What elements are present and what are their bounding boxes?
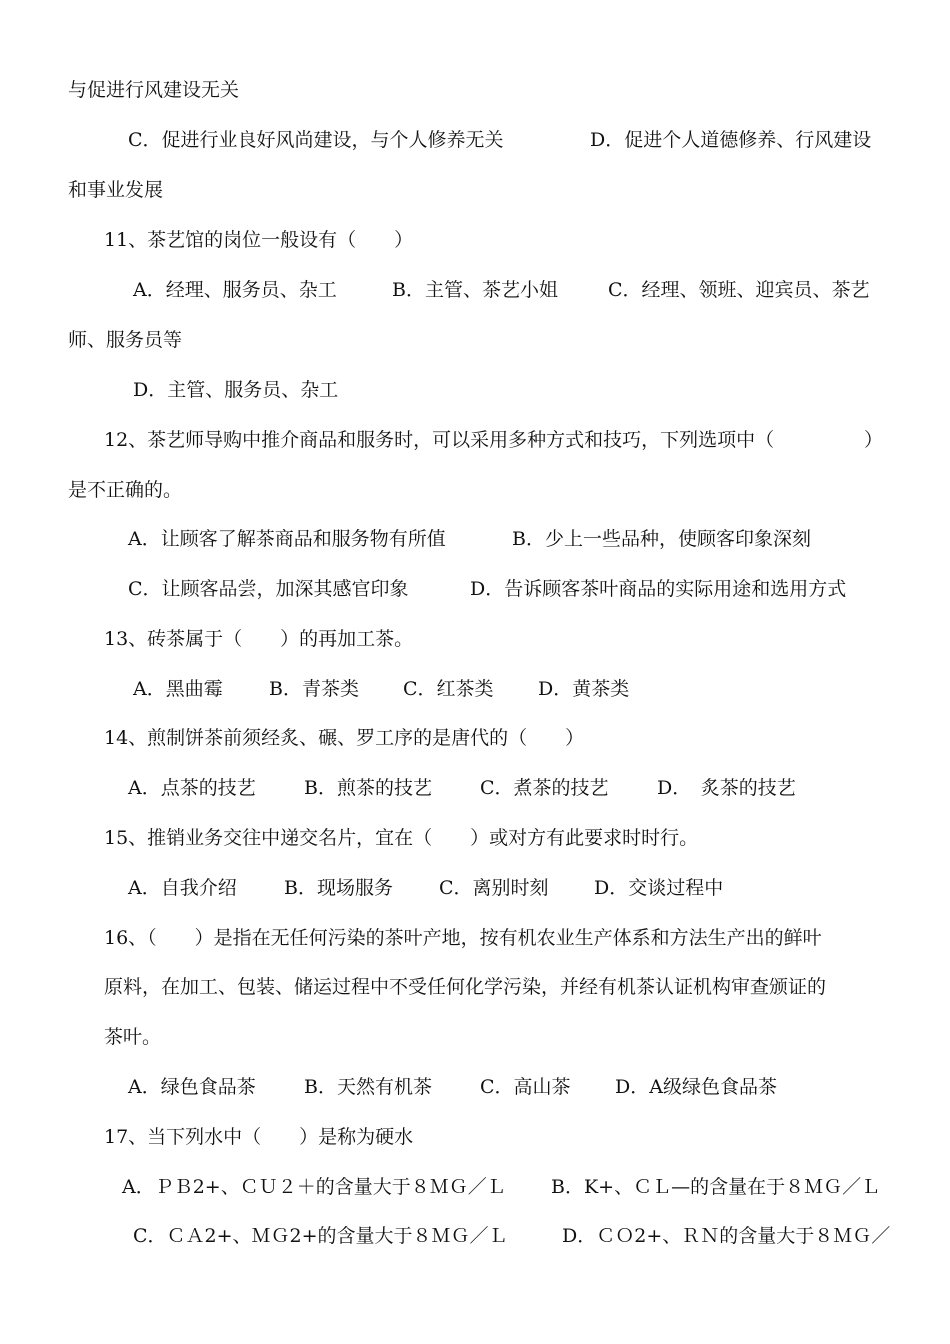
question-16: 16、（ ）是指在无任何污染的茶叶产地，按有机农业生产体系和方法生产出的鲜叶: [104, 927, 822, 949]
question-14: 14、煎制饼茶前须经炙、碾、罗工序的是唐代的（ ）: [104, 727, 585, 749]
text-line: 师、服务员等: [68, 329, 183, 351]
question-13: 13、砖茶属于（ ）的再加工茶。: [104, 628, 414, 650]
option-c-q12: C．让顾客品尝，加深其感官印象: [128, 578, 409, 600]
option-b-q13: B．青茶类: [269, 678, 359, 700]
option-a-q17: A．ＰＢ2+、ＣＵ２＋的含量大于８ＭＧ／Ｌ: [122, 1176, 506, 1198]
option-c-q11: C．经理、领班、迎宾员、茶艺: [608, 279, 870, 301]
question-12-paren: ）: [864, 429, 884, 451]
option-c-q13: C．红茶类: [403, 678, 494, 700]
option-a-q13: A．黑曲霉: [133, 678, 223, 700]
text-line: 原料，在加工、包装、储运过程中不受任何化学污染，并经有机茶认证机构审查颁证的: [104, 976, 827, 998]
option-d-q17: D．ＣＯ2+、ＲＮ的含量大于８ＭＧ／: [562, 1225, 891, 1247]
option-a-q14: A．点茶的技艺: [128, 777, 256, 799]
option-a-q16: A．绿色食品茶: [128, 1076, 256, 1098]
option-b-q15: B．现场服务: [284, 877, 393, 899]
question-17: 17、当下列水中（ ）是称为硬水: [104, 1126, 414, 1148]
option-c-q17: C．ＣＡ2+、ＭＧ2+的含量大于８ＭＧ／Ｌ: [133, 1225, 508, 1247]
option-b-q17: B．K+、ＣＬ—的含量在于８ＭＧ／Ｌ: [551, 1176, 881, 1198]
option-a-q15: A．自我介绍: [128, 877, 237, 899]
text-line: 和事业发展: [68, 179, 164, 201]
option-a-q12: A．让顾客了解茶商品和服务物有所值: [128, 528, 446, 550]
option-b-q16: B．天然有机茶: [304, 1076, 432, 1098]
option-d-q13: D．黄茶类: [538, 678, 630, 700]
option-b-q12: B．少上一些品种，使顾客印象深刻: [512, 528, 811, 550]
option-c-q10: C．促进行业良好风尚建设，与个人修养无关: [128, 129, 504, 151]
option-b-q14: B．煎茶的技艺: [304, 777, 432, 799]
question-15: 15、推销业务交往中递交名片，宜在（ ）或对方有此要求时时行。: [104, 827, 699, 849]
option-a-q11: A．经理、服务员、杂工: [133, 279, 337, 301]
option-d-q12: D．告诉顾客茶叶商品的实际用途和选用方式: [470, 578, 847, 600]
option-d-q10: D．促进个人道德修养、行风建设: [590, 129, 872, 151]
option-d-q15: D．交谈过程中: [594, 877, 724, 899]
option-d-q11: D．主管、服务员、杂工: [133, 379, 339, 401]
question-11: 11、茶艺馆的岗位一般设有（ ）: [104, 229, 414, 251]
option-b-q11: B．主管、茶艺小姐: [392, 279, 558, 301]
text-line: 与促进行风建设无关: [68, 79, 240, 101]
option-c-q15: C．离别时刻: [439, 877, 549, 899]
text-line: 是不正确的。: [68, 479, 183, 501]
question-12: 12、茶艺师导购中推介商品和服务时，可以采用多种方式和技巧，下列选项中（: [104, 429, 775, 451]
option-c-q16: C．高山茶: [480, 1076, 571, 1098]
text-line: 茶叶。: [104, 1026, 162, 1048]
option-c-q14: C．煮茶的技艺: [480, 777, 609, 799]
option-d-q14: D． 炙茶的技艺: [657, 777, 796, 799]
option-d-q16: D．A级绿色食品茶: [615, 1076, 777, 1098]
